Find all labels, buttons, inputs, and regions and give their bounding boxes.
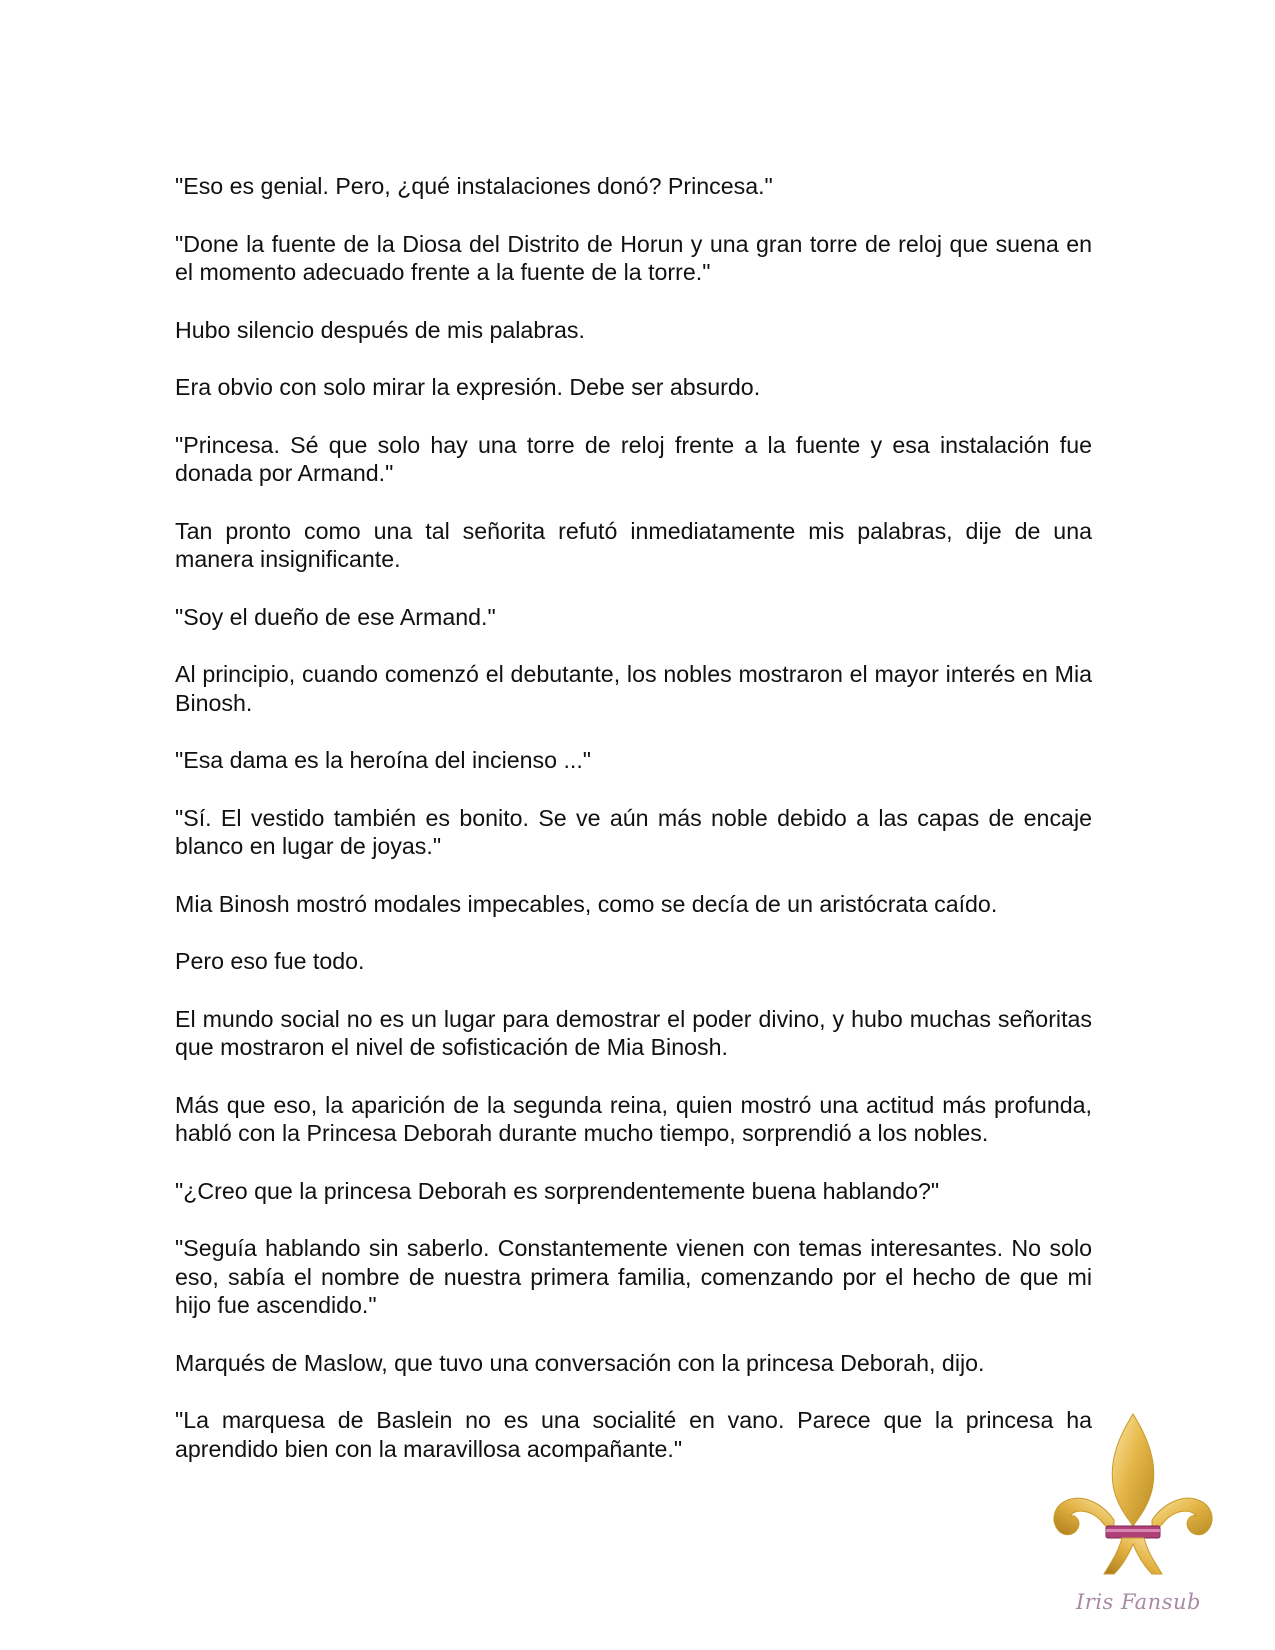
paragraph: "Eso es genial. Pero, ¿qué instalaciones donó? Princesa.": [175, 173, 773, 199]
paragraph: Más que eso, la aparición de la segunda reina, quien mostró una actitud más profunda, habló con la Princesa Deborah durante mucho tiempo, sorprendió a los nobles.: [175, 1091, 1092, 1146]
fleur-de-lis-icon: [1048, 1408, 1218, 1588]
paragraph: Tan pronto como una tal señorita refutó inmediatamente mis palabras, dije de una manera insignificante.: [175, 517, 1092, 572]
watermark-logo: [1048, 1408, 1218, 1630]
paragraph: "La marquesa de Baslein no es una socialité en vano. Parece que la princesa ha aprendido bien con la maravillosa acompañante.": [175, 1407, 1092, 1462]
paragraph: "Esa dama es la heroína del incienso ...": [175, 747, 592, 773]
paragraph: "¿Creo que la princesa Deborah es sorprendentemente buena hablando?": [175, 1177, 940, 1204]
page-body: [175, 172, 1092, 1463]
paragraph: Marqués de Maslow, que tuvo una conversación con la princesa Deborah, dijo.: [175, 1349, 985, 1376]
paragraph: Pero eso fue todo.: [175, 948, 365, 974]
paragraph: "Princesa. Sé que solo hay una torre de reloj frente a la fuente y esa instalación fue donada por Armand.": [175, 431, 1092, 486]
watermark-text: Iris Fansub: [1076, 1590, 1201, 1614]
paragraph: "Done la fuente de la Diosa del Distrito de Horun y una gran torre de reloj que suena en el momento adecuado frente a la fuente de la torre.": [175, 230, 1092, 285]
paragraph: "Soy el dueño de ese Armand.": [175, 603, 496, 630]
paragraph: Al principio, cuando comenzó el debutante, los nobles mostraron el mayor interés en Mia Binosh.: [175, 661, 1092, 716]
paragraph: "Sí. El vestido también es bonito. Se ve aún más noble debido a las capas de encaje blanco en lugar de joyas.": [175, 804, 1092, 859]
paragraph: Mia Binosh mostró modales impecables, como se decía de un aristócrata caído.: [175, 890, 998, 917]
paragraph: Era obvio con solo mirar la expresión. Debe ser absurdo.: [175, 374, 761, 400]
paragraph: "Seguía hablando sin saberlo. Constantemente vienen con temas interesantes. No solo eso, sabía el nombre de nuestra primera familia, comenzando por el hecho de que mi hijo fue ascendido.": [175, 1235, 1092, 1318]
paragraph: Hubo silencio después de mis palabras.: [175, 316, 585, 343]
paragraph: El mundo social no es un lugar para demostrar el poder divino, y hubo muchas señoritas que mostraron el nivel de sofisticación de Mia Binosh.: [175, 1005, 1092, 1060]
